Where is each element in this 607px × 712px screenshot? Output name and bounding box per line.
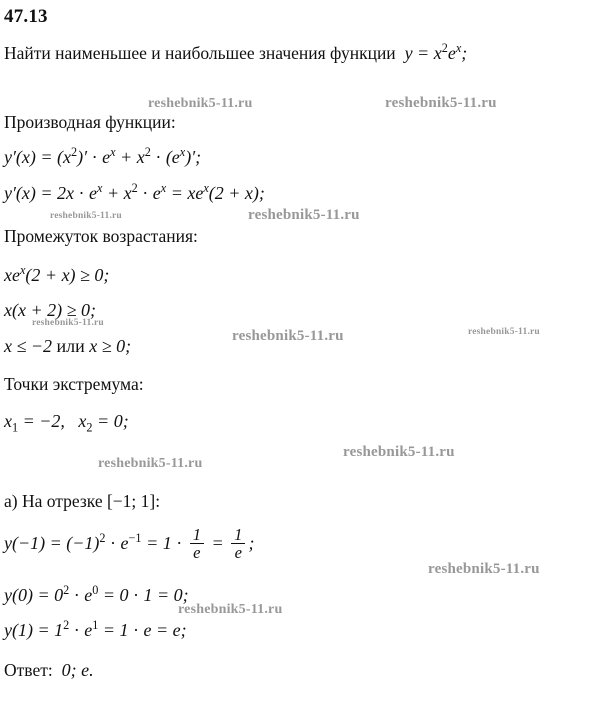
watermark: reshebnik5-11.ru (385, 95, 497, 111)
watermark: reshebnik5-11.ru (468, 327, 540, 337)
extremum-heading: Точки экстремума: (4, 374, 144, 394)
extremum-values: $x_1 = -2$, $x_2 = 0$; (4, 411, 129, 435)
task-text: Найти наименьшее и наибольшее значения функции (4, 43, 396, 63)
watermark: reshebnik5-11.ru (248, 207, 360, 223)
watermark: reshebnik5-11.ru (178, 602, 283, 617)
inequality-3: x ≤ −2 или x ≥ 0; (4, 336, 132, 356)
exercise-number-main: 47 (4, 6, 24, 27)
watermark: reshebnik5-11.ru (32, 318, 104, 328)
inequality-2: x(x + 2) ≥ 0; (4, 300, 96, 320)
increase-heading: Промежуток возрастания: (4, 226, 198, 246)
watermark: reshebnik5-11.ru (428, 561, 540, 577)
watermark: reshebnik5-11.ru (232, 328, 344, 344)
derivative-formula-2: $y'(x) = 2x \cdot e^x + x^2 \cdot e^x = xe^x(2 + x)$; (4, 181, 265, 203)
value-at-one: $y(1) = 1^2 \cdot e^1 = 1 \cdot e = e$; (4, 618, 187, 640)
value-at-minus-one: $y(-1) = (-1)^2 \cdot e^{-1} = 1$ · $\frac{1}{e}$ = $\frac{1}{e}$ ; (4, 525, 255, 563)
value-at-zero: $y(0) = 0^2 \cdot e^0 = 0 \cdot 1 = 0$; (4, 583, 189, 605)
derivative-heading: Производная функции: (4, 112, 176, 132)
task-formula: $y = x^2e^x$; (400, 41, 468, 63)
watermark: reshebnik5-11.ru (50, 211, 122, 221)
inequality-1: $xe^x(2 + x) \ge 0$; (4, 263, 110, 285)
exercise-number-sub: .13 (23, 6, 48, 27)
derivative-formula-1: $y'(x) = (x^2)' \cdot e^x + x^2 \cdot (e^x)'$; (4, 145, 202, 167)
watermark: reshebnik5-11.ru (98, 456, 203, 471)
answer-line: Ответ: 0; e. (4, 660, 94, 680)
watermark: reshebnik5-11.ru (343, 444, 455, 460)
exercise-number (4, 6, 48, 28)
task-statement (4, 41, 467, 64)
answer-label: Ответ: (4, 660, 53, 680)
case-a-heading: а) На отрезке [−1; 1]: (4, 491, 161, 511)
watermark: reshebnik5-11.ru (148, 96, 253, 111)
